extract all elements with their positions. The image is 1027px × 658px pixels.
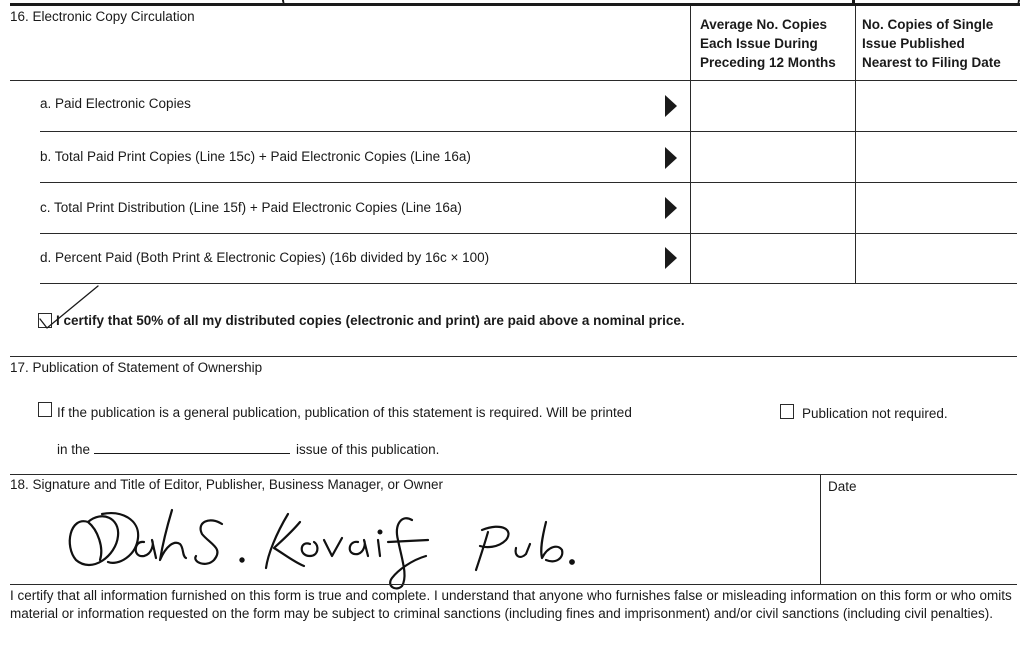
section-17-bottom-rule [10,474,1017,475]
form-top-border [10,3,1020,6]
single-issue-header-line-3: Nearest to Filing Date [862,55,1001,70]
signature-image [62,500,582,595]
section-18-bottom-rule [10,584,1017,585]
section-16-bottom-rule [10,356,1017,357]
row-d-label: d. Percent Paid (Both Print & Electronic Copies) (16b divided by 16c × 100) [40,250,490,265]
avg-copies-header-line-2: Each Issue During [700,36,818,51]
certification-statement: I certify that all information furnished on this form is true and complete. I understand that anyone who furnishes false or misleading information on this form or who omits material or information requested on the form may be subject to criminal sanctions (including fines and imprisonment) and/or civil sanctions (including civil penalties). [10,588,1012,621]
publication-required-checkbox[interactable] [38,402,52,417]
row-d-arrow-icon [665,247,677,269]
issue-name-field[interactable] [94,441,290,454]
avg-copies-header [700,15,836,72]
row-c-label: c. Total Print Distribution (Line 15f) + Paid Electronic Copies (Line 16a) [40,200,462,215]
row-c-bottom-rule [40,233,1017,234]
row-a-label: a. Paid Electronic Copies [40,96,191,111]
publication-not-required-checkbox[interactable] [780,404,794,419]
row-a-arrow-icon [665,95,677,117]
avg-copies-header-line-1: Average No. Copies [700,17,828,32]
row-a-single-issue-field[interactable] [857,82,1017,130]
publication-not-required-text: Publication not required. [802,406,948,421]
in-the-label: in the [57,442,91,457]
single-issue-header-line-1: No. Copies of Single [862,17,994,32]
row-b-bottom-rule [40,182,1017,183]
date-label: Date [828,479,857,494]
row-b-single-issue-field[interactable] [857,133,1017,181]
date-column-divider [820,474,821,584]
row-b-avg-copies-field[interactable] [692,133,854,181]
section-17-title: 17. Publication of Statement of Ownership [10,360,263,375]
row-d-bottom-rule [40,283,1017,284]
section-18-title: 18. Signature and Title of Editor, Publisher, Business Manager, or Owner [10,477,443,492]
row-b-arrow-icon [665,147,677,169]
row-d-single-issue-field[interactable] [857,235,1017,282]
column-divider-mid [855,6,856,284]
issue-suffix-label: issue of this publication. [296,442,440,457]
row-a-avg-copies-field[interactable] [692,82,854,130]
publication-required-text: If the publication is a general publication, publication of this statement is required. Will be printed [57,405,632,420]
row-c-single-issue-field[interactable] [857,184,1017,232]
avg-copies-header-line-3: Preceding 12 Months [700,55,836,70]
row-d-avg-copies-field[interactable] [692,235,854,282]
row-b-label: b. Total Paid Print Copies (Line 15c) + Paid Electronic Copies (Line 16a) [40,149,471,164]
issue-line [57,441,439,458]
column-divider-left [690,6,691,284]
row-c-avg-copies-field[interactable] [692,184,854,232]
single-issue-header [862,15,1001,72]
date-field[interactable] [824,498,1014,580]
certify-50-percent-text: I certify that 50% of all my distributed copies (electronic and print) are paid above a nominal price. [56,313,685,328]
section-16-title: 16. Electronic Copy Circulation [10,9,195,24]
single-issue-header-line-2: Issue Published [862,36,965,51]
header-bottom-rule [10,80,1017,81]
row-a-bottom-rule [40,131,1017,132]
row-c-arrow-icon [665,197,677,219]
